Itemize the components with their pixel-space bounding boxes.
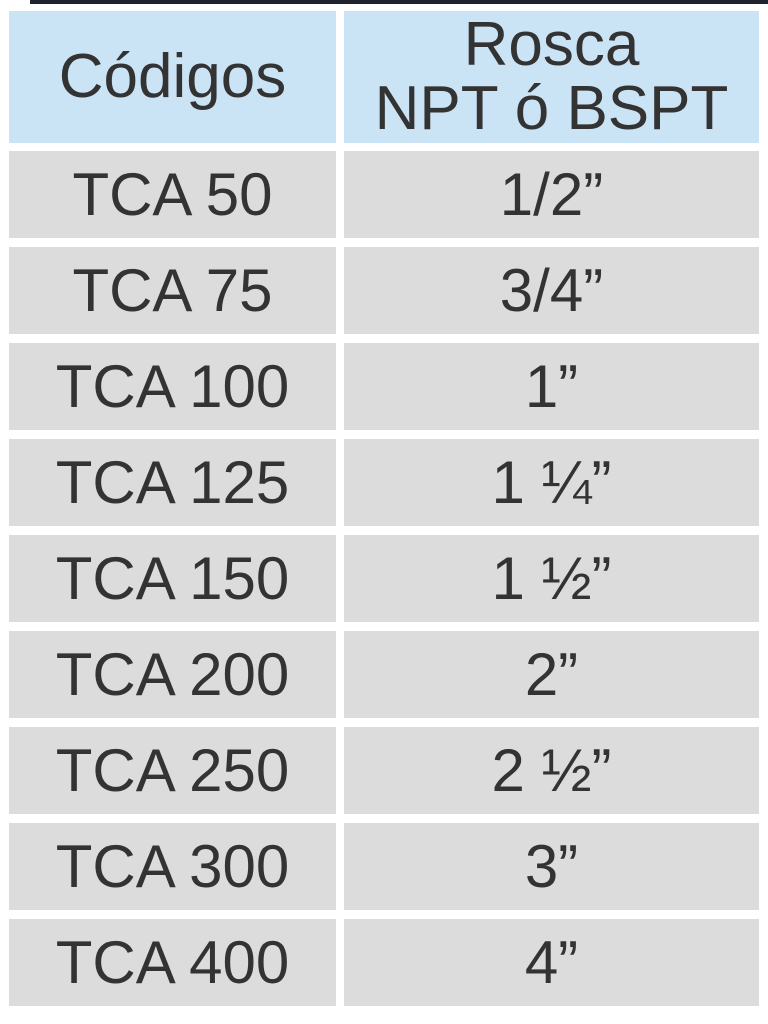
header-rosca-line2: NPT ó BSPT (374, 74, 729, 143)
top-edge-line (30, 0, 768, 4)
table-row (9, 343, 759, 430)
codigo-cell: TCA 400 (9, 919, 336, 1006)
codigo-cell: TCA 50 (9, 151, 336, 238)
header-rosca-line1: Rosca (463, 10, 640, 79)
codigo-cell: TCA 125 (9, 439, 336, 526)
codigo-cell: TCA 250 (9, 727, 336, 814)
thread-size-table (9, 11, 759, 1015)
rosca-cell: 2 ½” (344, 727, 759, 814)
codigo-cell: TCA 150 (9, 535, 336, 622)
codigo-cell: TCA 300 (9, 823, 336, 910)
table-header-row (9, 11, 759, 143)
codigo-cell: TCA 200 (9, 631, 336, 718)
header-codigos-label: Códigos (58, 42, 287, 111)
table-row (9, 727, 759, 814)
rosca-cell: 1 ¼” (344, 439, 759, 526)
table-row (9, 151, 759, 238)
table-row (9, 919, 759, 1006)
header-cell-codigos (9, 11, 336, 143)
rosca-cell: 2” (344, 631, 759, 718)
table-row (9, 247, 759, 334)
rosca-cell: 1 ½” (344, 535, 759, 622)
rosca-cell: 1” (344, 343, 759, 430)
rosca-cell: 1/2” (344, 151, 759, 238)
codigo-cell: TCA 75 (9, 247, 336, 334)
rosca-cell: 3/4” (344, 247, 759, 334)
table-row (9, 535, 759, 622)
table-row (9, 823, 759, 910)
rosca-cell: 4” (344, 919, 759, 1006)
rosca-cell: 3” (344, 823, 759, 910)
header-cell-rosca (344, 11, 759, 143)
codigo-cell: TCA 100 (9, 343, 336, 430)
table-row (9, 631, 759, 718)
table-row (9, 439, 759, 526)
